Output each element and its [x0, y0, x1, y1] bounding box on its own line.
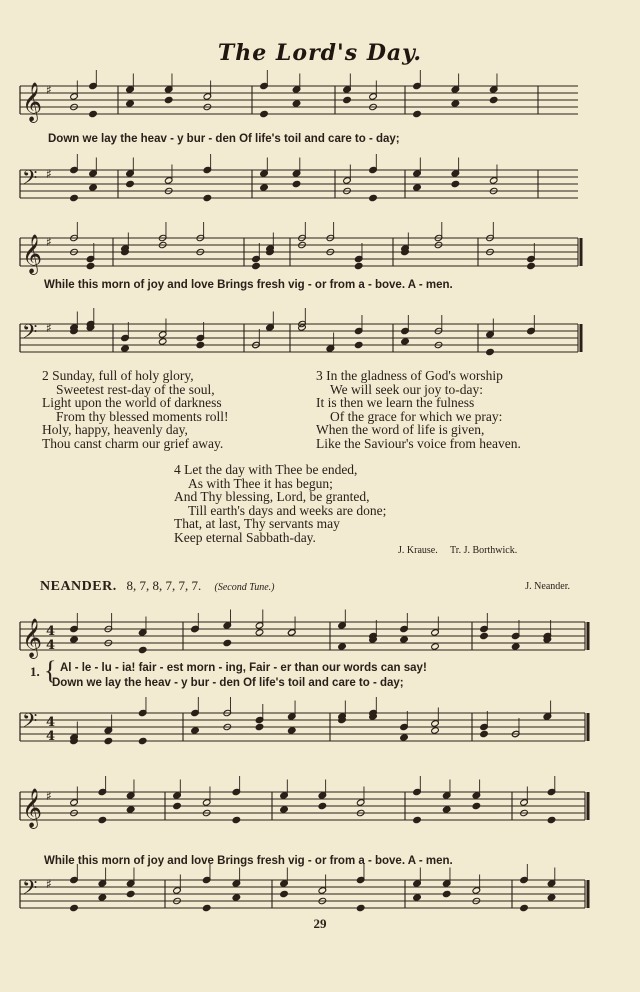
note-head	[451, 180, 460, 187]
note-head	[203, 194, 212, 201]
verse-2-line: From thy blessed moments roll!	[56, 408, 229, 424]
note-head	[431, 643, 440, 650]
staff-4-bass	[0, 870, 640, 920]
sharp-icon: ♯	[46, 167, 52, 181]
verse-2-line: Holy, happy, heavenly day,	[42, 422, 188, 438]
note-head	[520, 904, 529, 911]
staff-3-bass	[0, 703, 640, 753]
note-head	[547, 816, 556, 823]
note-head	[126, 180, 135, 187]
verse-4-line: Till earth's days and weeks are done;	[188, 502, 387, 518]
verse-brace: {	[44, 656, 57, 685]
verse-2	[42, 369, 229, 451]
treble-clef-icon: 𝄞	[22, 618, 43, 658]
bass-clef-icon: 𝄢	[22, 709, 38, 737]
verse-4-line: Keep eternal Sabbath-day.	[174, 529, 316, 545]
note-head	[260, 184, 269, 191]
note-head	[89, 184, 98, 191]
note-head	[104, 737, 113, 744]
note-head	[287, 727, 296, 734]
note-head	[232, 894, 241, 901]
time-signature-icon: 4	[46, 715, 56, 730]
sharp-icon: ♯	[46, 877, 52, 891]
verse-3	[316, 369, 521, 451]
hymn1-lyric-line-1: Down we lay the heav - y bur - den Of life's toil and care to - day;	[48, 133, 400, 145]
note-head	[173, 802, 182, 809]
note-head	[547, 894, 556, 901]
note-head	[191, 727, 200, 734]
time-signature-icon: 4	[46, 624, 56, 639]
note-head	[126, 890, 135, 897]
note-head	[223, 639, 232, 646]
time-signature-icon: 4	[46, 638, 56, 653]
verse-3-line: We will seek our joy to-day:	[330, 381, 484, 397]
verse-2-line: Thou canst charm our grief away.	[42, 435, 224, 451]
note-head	[70, 194, 79, 201]
hymn1-lyric-line-2: While this morn of joy and love Brings fresh vig - or from a - bove. A - men.	[44, 279, 453, 291]
bass-clef-icon: 𝄢	[22, 166, 38, 194]
time-signature-icon: 4	[46, 729, 56, 744]
staff-3-treble	[0, 612, 640, 662]
verse-2-line: Light upon the world of darkness	[42, 395, 222, 411]
staff-2-bass	[0, 314, 640, 364]
tune-lyric-b: Down we lay the heav - y bur - den Of life's toil and care to - day;	[52, 677, 404, 689]
note-head	[121, 345, 130, 352]
note-head	[255, 723, 264, 730]
note-head	[280, 806, 289, 813]
treble-clef-icon: 𝄞	[22, 82, 43, 122]
tune-note: (Second Tune.)	[214, 582, 275, 593]
tune-composer: J. Neander.	[525, 581, 570, 592]
staff-1-bass	[0, 160, 640, 210]
verse-4-line: 4 Let the day with Thee be ended,	[174, 462, 358, 477]
sharp-icon: ♯	[46, 235, 52, 249]
verse-number: 1.	[30, 664, 40, 679]
note-head	[292, 180, 301, 187]
note-head	[126, 100, 135, 107]
note-head	[86, 262, 95, 269]
note-head	[413, 184, 422, 191]
translator-name: Tr. J. Borthwick.	[450, 545, 518, 556]
verse-3-line: 3 In the gladness of God's worship	[316, 368, 503, 383]
note-head	[292, 100, 301, 107]
note-head	[138, 737, 147, 744]
verse-3-line: When the word of life is given,	[316, 422, 485, 438]
note-head	[70, 636, 79, 643]
note-head	[511, 643, 520, 650]
tune-meter: 8, 7, 8, 7, 7, 7.	[126, 578, 202, 593]
verse-4	[174, 463, 386, 545]
note-head	[480, 632, 489, 639]
tune-lyric-c: While this morn of joy and love Brings fresh vig - or from a - bove. A - men.	[44, 855, 453, 867]
staff-4-treble	[0, 782, 640, 832]
note-head	[343, 96, 352, 103]
verse-4-line: That, at last, Thy servants may	[174, 516, 340, 532]
note-head	[451, 100, 460, 107]
treble-clef-icon: 𝄞	[22, 788, 43, 828]
note-head	[202, 904, 211, 911]
note-head	[158, 338, 167, 345]
bass-clef-icon: 𝄢	[22, 320, 38, 348]
note-head	[232, 816, 241, 823]
note-head	[260, 110, 269, 117]
note-head	[413, 816, 422, 823]
verse-2-line: Sweetest rest-day of the soul,	[56, 381, 215, 397]
note-head	[400, 734, 409, 741]
tune-header	[40, 578, 274, 595]
note-head	[318, 802, 327, 809]
note-head	[431, 727, 440, 734]
bass-clef-icon: 𝄢	[22, 876, 38, 904]
note-head	[442, 890, 451, 897]
tune-name: NEANDER.	[40, 579, 117, 594]
note-head	[126, 806, 135, 813]
verse-3-line: It is then we learn the fulness	[316, 395, 475, 411]
verse-4-line: And Thy blessing, Lord, be granted,	[174, 489, 370, 505]
note-head	[252, 262, 261, 269]
staff-2-treble	[0, 228, 640, 278]
sharp-icon: ♯	[46, 83, 52, 97]
staff-1-treble	[0, 76, 640, 126]
note-head	[401, 338, 410, 345]
note-head	[138, 646, 147, 653]
sharp-icon: ♯	[46, 321, 52, 335]
note-head	[338, 643, 347, 650]
note-head	[98, 894, 107, 901]
verse-3-line: Like the Saviour's voice from heaven.	[316, 435, 521, 451]
note-head	[196, 341, 205, 348]
verse-3-line: Of the grace for which we pray:	[330, 408, 503, 424]
sharp-icon: ♯	[46, 789, 52, 803]
verse-4-line: As with Thee it has begun;	[188, 475, 333, 491]
page-number: 29	[313, 916, 327, 931]
note-head	[400, 636, 409, 643]
page-title: The Lord's Day.	[217, 40, 423, 66]
author-name: J. Krause.	[398, 545, 438, 556]
author-credit	[398, 545, 517, 556]
note-head	[255, 629, 264, 636]
note-head	[356, 904, 365, 911]
note-head	[369, 194, 378, 201]
note-head	[280, 890, 289, 897]
note-head	[89, 110, 98, 117]
note-head	[486, 348, 495, 355]
note-head	[489, 96, 498, 103]
note-head	[527, 262, 536, 269]
note-head	[442, 806, 451, 813]
note-head	[413, 894, 422, 901]
note-head	[354, 341, 363, 348]
note-head	[70, 904, 79, 911]
tune-lyric-a: Al - le - lu - ia! fair - est morn - ing, Fair - er than our words can say!	[60, 662, 427, 674]
verse-2-line: 2 Sunday, full of holy glory,	[42, 368, 194, 383]
treble-clef-icon: 𝄞	[22, 234, 43, 274]
note-head	[164, 96, 173, 103]
note-head	[413, 110, 422, 117]
note-head	[354, 262, 363, 269]
note-head	[472, 802, 481, 809]
note-head	[480, 730, 489, 737]
note-head	[98, 816, 107, 823]
